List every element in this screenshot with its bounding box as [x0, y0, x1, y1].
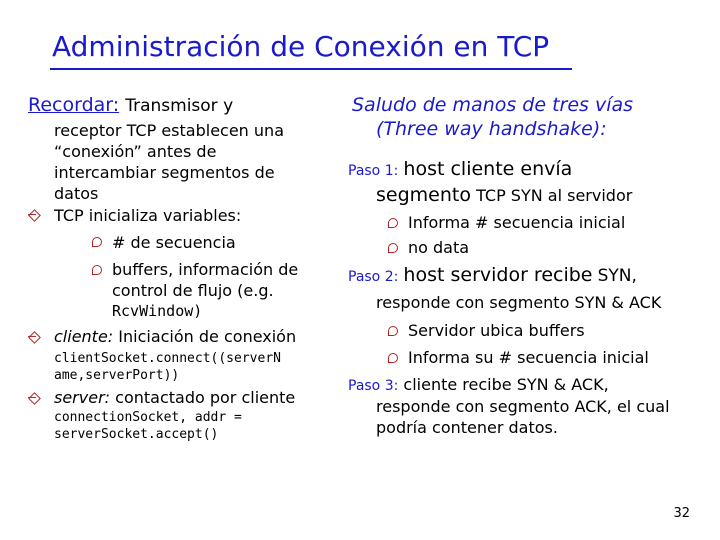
title-underline	[50, 68, 572, 70]
recordar-line-1: receptor TCP establecen una	[54, 121, 284, 140]
paso1-sub-1: Informa # secuencia inicial	[408, 213, 626, 232]
handshake-heading-1: Saludo de manos de tres vías	[352, 94, 634, 116]
cliente-line	[54, 327, 296, 346]
paso1-text-1: host cliente envía	[403, 158, 573, 180]
paso1-line-2	[376, 184, 632, 206]
sub-buffers-3: RcvWindow)	[112, 302, 203, 320]
recordar-text: Transmisor y	[125, 96, 234, 116]
sub-buffers-1: buffers, información de	[112, 260, 299, 279]
paso2-text-1a: host servidor recibe	[403, 264, 593, 286]
tcp-init-text: TCP inicializa variables:	[54, 206, 242, 225]
page-number: 32	[673, 506, 690, 521]
page-title: Administración de Conexión en TCP	[52, 30, 550, 63]
paso3-text-2: responde con segmento ACK, el cual	[376, 397, 670, 416]
paso1-line-1	[348, 158, 572, 180]
paso2-text-2: responde con segmento SYN & ACK	[376, 293, 662, 312]
bullet-icon	[92, 237, 102, 247]
server-code-1: connectionSocket, addr =	[54, 410, 242, 425]
bullet-icon	[28, 331, 41, 344]
bullet-icon	[388, 218, 398, 228]
server-text: contactado por cliente	[115, 388, 296, 407]
paso3-label: Paso 3:	[348, 378, 399, 394]
paso2-sub-2: Informa su # secuencia inicial	[408, 348, 649, 367]
bullet-icon	[28, 392, 41, 405]
cliente-text: Iniciación de conexión	[118, 327, 297, 346]
paso2-sub-1: Servidor ubica buffers	[408, 321, 585, 340]
recordar-line-2: “conexión” antes de	[54, 142, 217, 161]
paso1-label: Paso 1:	[348, 163, 399, 179]
recordar-line	[28, 94, 233, 116]
bullet-icon	[388, 353, 398, 363]
paso1-sub-2: no data	[408, 238, 470, 257]
bullet-icon	[28, 209, 41, 222]
paso1-text-2a: segmento	[376, 184, 471, 206]
sub-seq-text: # de secuencia	[112, 233, 236, 252]
server-line	[54, 388, 295, 407]
paso3-text-1: cliente recibe SYN & ACK,	[403, 375, 609, 394]
bullet-icon	[388, 326, 398, 336]
recordar-line-3: intercambiar segmentos de	[54, 163, 275, 182]
recordar-label: Recordar:	[28, 94, 120, 116]
handshake-heading-2: (Three way handshake):	[376, 118, 607, 140]
paso3-line-1	[348, 375, 609, 394]
recordar-line-4: datos	[54, 184, 99, 203]
paso3-text-3: podría contener datos.	[376, 418, 558, 437]
bullet-icon	[388, 243, 398, 253]
paso2-label: Paso 2:	[348, 269, 399, 285]
cliente-code-1: clientSocket.connect((serverN	[54, 351, 281, 366]
cliente-code-2: ame,serverPort))	[54, 368, 180, 383]
paso2-line-1	[348, 264, 637, 286]
sub-buffers-2: control de flujo (e.g.	[112, 281, 274, 300]
paso2-text-1b: SYN,	[597, 266, 637, 286]
server-code-2: serverSocket.accept()	[54, 427, 219, 442]
server-label: server:	[54, 388, 111, 407]
bullet-icon	[92, 265, 102, 275]
paso1-text-2b: TCP SYN al servidor	[476, 186, 633, 205]
cliente-label: cliente:	[54, 327, 114, 346]
